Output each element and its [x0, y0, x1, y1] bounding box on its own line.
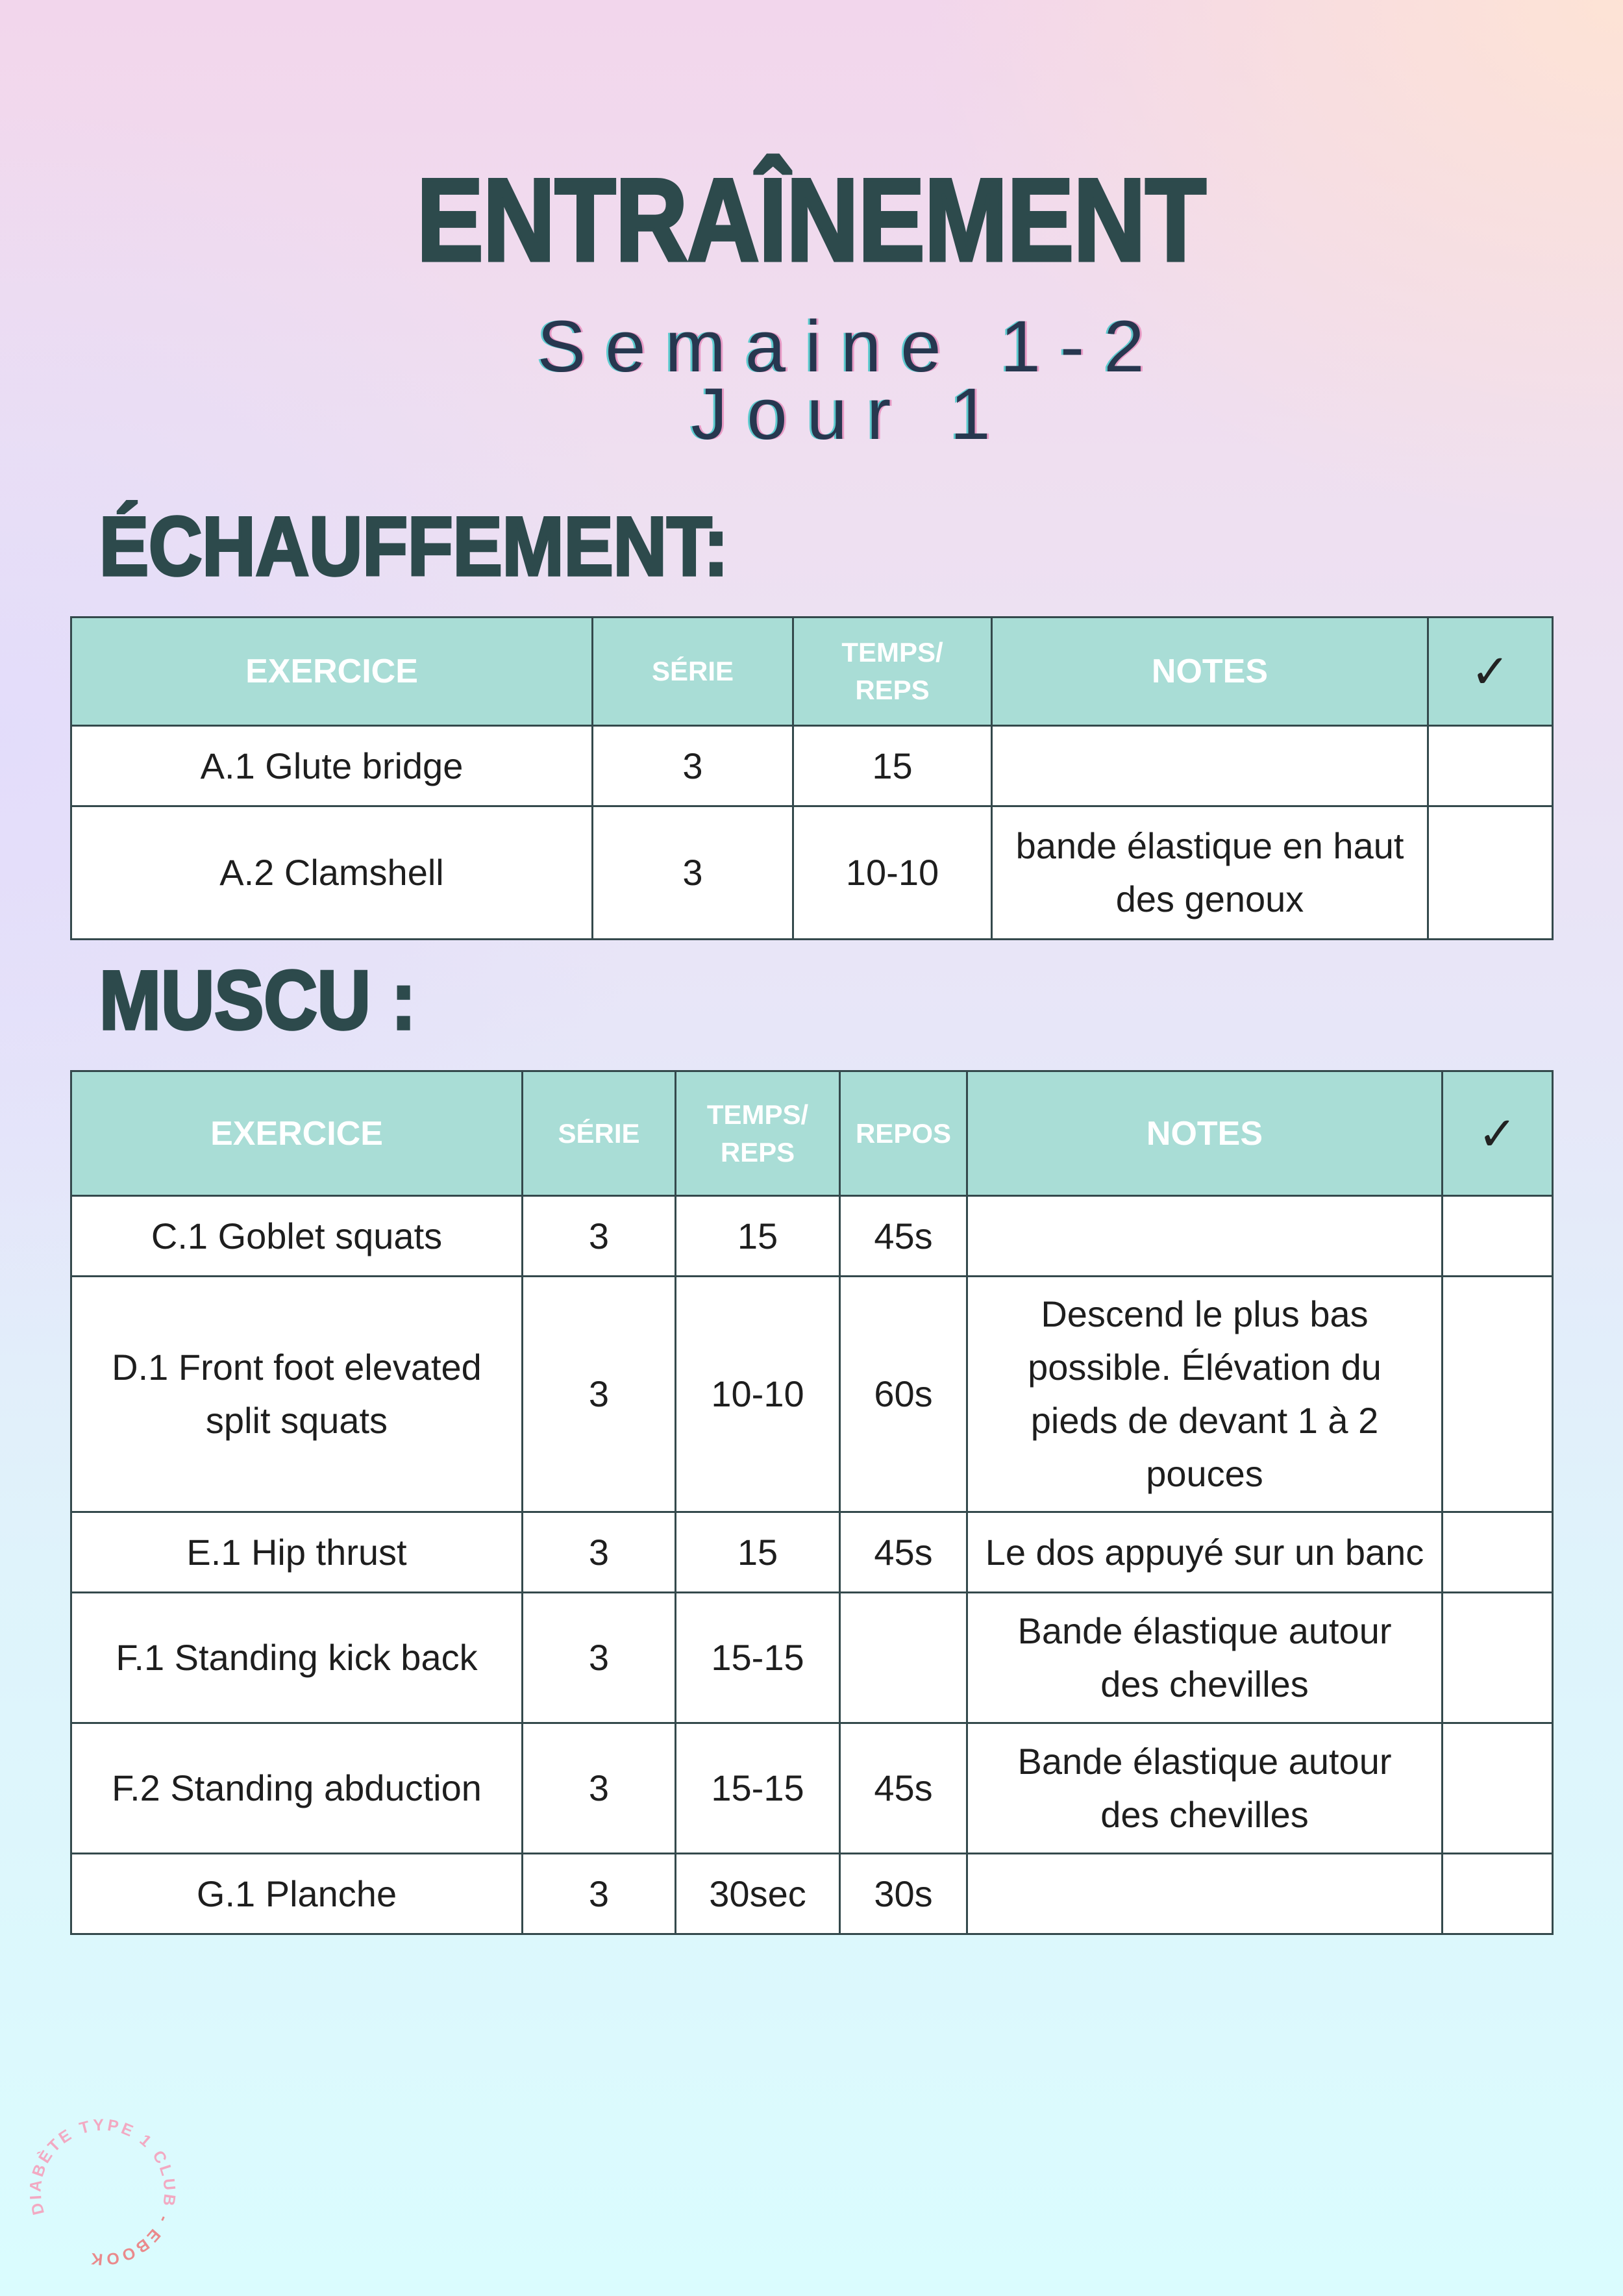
time-reps-cell: 15: [676, 1512, 840, 1593]
table-header-row: [71, 1071, 1553, 1196]
sets-cell: 3: [523, 1512, 676, 1593]
exercise-cell: A.1 Glute bridge: [71, 726, 593, 806]
col-header-time-reps-line1: TEMPS/: [706, 1099, 809, 1130]
sets-cell: 3: [593, 806, 793, 940]
table-header-row: [71, 618, 1553, 726]
rest-cell: 45s: [840, 1723, 967, 1854]
notes-cell: [967, 1196, 1443, 1277]
check-cell: [1443, 1196, 1553, 1277]
week-label: Semaine 1-2: [537, 306, 1164, 387]
warmup-table: [70, 616, 1554, 940]
table-row: [71, 1723, 1553, 1854]
col-header-time-reps-line1: TEMPS/: [841, 637, 943, 668]
section-heading-warmup: ÉCHAUFFEMENT:: [99, 501, 728, 593]
notes-cell: Descend le plus bas possible. Élévation du pieds de devant 1 à 2 pouces: [967, 1277, 1443, 1512]
exercise-cell: F.2 Standing abduction: [71, 1723, 523, 1854]
time-reps-cell: 10-10: [793, 806, 992, 940]
check-icon: ✓: [1443, 1071, 1553, 1196]
table-row: [71, 726, 1553, 806]
logo-text-suffix: - EBOOK: [87, 2206, 177, 2269]
exercise-cell: C.1 Goblet squats: [71, 1196, 523, 1277]
time-reps-cell: 30sec: [676, 1854, 840, 1934]
col-header-time-reps: [793, 618, 992, 726]
sets-cell: 3: [523, 1196, 676, 1277]
col-header-notes: NOTES: [992, 618, 1428, 726]
check-cell: [1443, 1854, 1553, 1934]
section-heading-strength: MUSCU :: [99, 955, 416, 1047]
exercise-cell: G.1 Planche: [71, 1854, 523, 1934]
rest-cell: 60s: [840, 1277, 967, 1512]
check-cell: [1428, 726, 1553, 806]
logo-text-main: DIABÈTE TYPE 1 CLUB: [26, 2115, 179, 2217]
check-cell: [1443, 1512, 1553, 1593]
exercise-cell: F.1 Standing kick back: [71, 1593, 523, 1723]
rest-cell: [840, 1593, 967, 1723]
col-header-sets: SÉRIE: [593, 618, 793, 726]
col-header-exercise: EXERCICE: [71, 1071, 523, 1196]
table-row: [71, 1593, 1553, 1723]
check-cell: [1443, 1593, 1553, 1723]
col-header-time-reps-line2: REPS: [855, 675, 930, 705]
notes-cell: bande élastique en haut des genoux: [992, 806, 1428, 940]
col-header-exercise: EXERCICE: [71, 618, 593, 726]
sets-cell: 3: [593, 726, 793, 806]
strength-table: [70, 1070, 1554, 1935]
col-header-notes: NOTES: [967, 1071, 1443, 1196]
table-row: [71, 1277, 1553, 1512]
table-row: [71, 1854, 1553, 1934]
club-logo: [18, 2108, 187, 2277]
exercise-cell: E.1 Hip thrust: [71, 1512, 523, 1593]
table-row: [71, 1196, 1553, 1277]
time-reps-cell: 15-15: [676, 1723, 840, 1854]
col-header-time-reps-line2: REPS: [720, 1136, 795, 1167]
rest-cell: 30s: [840, 1854, 967, 1934]
logo-text: [26, 2116, 179, 2269]
check-cell: [1428, 806, 1553, 940]
time-reps-cell: 15: [676, 1196, 840, 1277]
sets-cell: 3: [523, 1854, 676, 1934]
rest-cell: 45s: [840, 1196, 967, 1277]
exercise-cell: A.2 Clamshell: [71, 806, 593, 940]
page-title: ENTRAÎNEMENT: [417, 155, 1206, 286]
table-row: [71, 806, 1553, 940]
check-cell: [1443, 1723, 1553, 1854]
notes-cell: Le dos appuyé sur un banc: [967, 1512, 1443, 1593]
table-row: [71, 1512, 1553, 1593]
notes-cell: Bande élastique autour des chevilles: [967, 1723, 1443, 1854]
sets-cell: 3: [523, 1723, 676, 1854]
time-reps-cell: 15-15: [676, 1593, 840, 1723]
day-label: Jour 1: [691, 373, 1010, 455]
sets-cell: 3: [523, 1593, 676, 1723]
col-header-time-reps: [676, 1071, 840, 1196]
time-reps-cell: 10-10: [676, 1277, 840, 1512]
notes-cell: [992, 726, 1428, 806]
exercise-cell: D.1 Front foot elevated split squats: [71, 1277, 523, 1512]
notes-cell: Bande élastique autour des chevilles: [967, 1593, 1443, 1723]
notes-cell: [967, 1854, 1443, 1934]
rest-cell: 45s: [840, 1512, 967, 1593]
check-cell: [1443, 1277, 1553, 1512]
col-header-sets: SÉRIE: [523, 1071, 676, 1196]
sets-cell: 3: [523, 1277, 676, 1512]
time-reps-cell: 15: [793, 726, 992, 806]
check-icon: ✓: [1428, 618, 1553, 726]
col-header-rest: REPOS: [840, 1071, 967, 1196]
